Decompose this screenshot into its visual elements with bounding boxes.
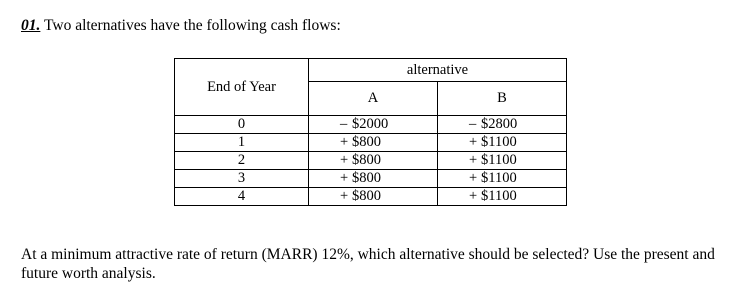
cash-flow-b-cell xyxy=(438,188,567,206)
cash-flow-a-sign: + xyxy=(340,170,349,186)
cash-flow-a-value: $800 xyxy=(352,152,381,168)
table-row xyxy=(175,188,567,206)
cash-flow-b-value: $1100 xyxy=(481,134,517,150)
cash-flow-b-value: $1100 xyxy=(481,170,517,186)
header-alternative: alternative xyxy=(309,59,567,82)
table-row xyxy=(175,134,567,152)
table-row xyxy=(175,170,567,188)
cash-flow-b-cell xyxy=(438,134,567,152)
cash-flow-b-cell xyxy=(438,170,567,188)
cash-flow-b-sign: – xyxy=(469,116,477,132)
cash-flow-b-sign: + xyxy=(469,170,478,186)
header-alternative-b: B xyxy=(438,82,567,116)
cash-flow-b-sign: + xyxy=(469,134,478,150)
cash-flow-a-cell xyxy=(309,134,438,152)
cash-flow-b-sign: + xyxy=(469,152,478,168)
question-number: 01. xyxy=(21,17,41,34)
cash-flow-table xyxy=(174,58,567,206)
year-cell: 1 xyxy=(175,134,309,152)
year-cell: 2 xyxy=(175,152,309,170)
question-text: Two alternatives have the following cash flows: xyxy=(43,17,341,34)
question-heading xyxy=(21,16,341,36)
cash-flow-a-value: $800 xyxy=(352,134,381,150)
cash-flow-b-value: $2800 xyxy=(481,116,518,132)
year-cell: 4 xyxy=(175,188,309,206)
year-cell: 0 xyxy=(175,116,309,134)
cash-flow-b-cell xyxy=(438,152,567,170)
header-alternative-a: A xyxy=(309,82,438,116)
table-row xyxy=(175,116,567,134)
cash-flow-a-sign: + xyxy=(340,188,349,204)
cash-flow-a-sign: – xyxy=(340,116,348,132)
cash-flow-b-value: $1100 xyxy=(481,152,517,168)
cash-flow-b-cell xyxy=(438,116,567,134)
cash-flow-a-value: $800 xyxy=(352,170,381,186)
cash-flow-a-value: $800 xyxy=(352,188,381,204)
table-row xyxy=(175,152,567,170)
cash-flow-a-cell xyxy=(309,170,438,188)
cash-flow-b-sign: + xyxy=(469,188,478,204)
question-prompt: At a minimum attractive rate of return (MARR) 12%, which alternative should be selected? Use the present and future worth analysis. xyxy=(21,246,715,282)
cash-flow-a-value: $2000 xyxy=(352,116,389,132)
cash-flow-a-cell xyxy=(309,152,438,170)
header-end-of-year: End of Year xyxy=(175,59,309,116)
year-cell: 3 xyxy=(175,170,309,188)
cash-flow-a-cell xyxy=(309,188,438,206)
cash-flow-a-sign: + xyxy=(340,134,349,150)
cash-flow-b-value: $1100 xyxy=(481,188,517,204)
cash-flow-a-cell xyxy=(309,116,438,134)
cash-flow-a-sign: + xyxy=(340,152,349,168)
